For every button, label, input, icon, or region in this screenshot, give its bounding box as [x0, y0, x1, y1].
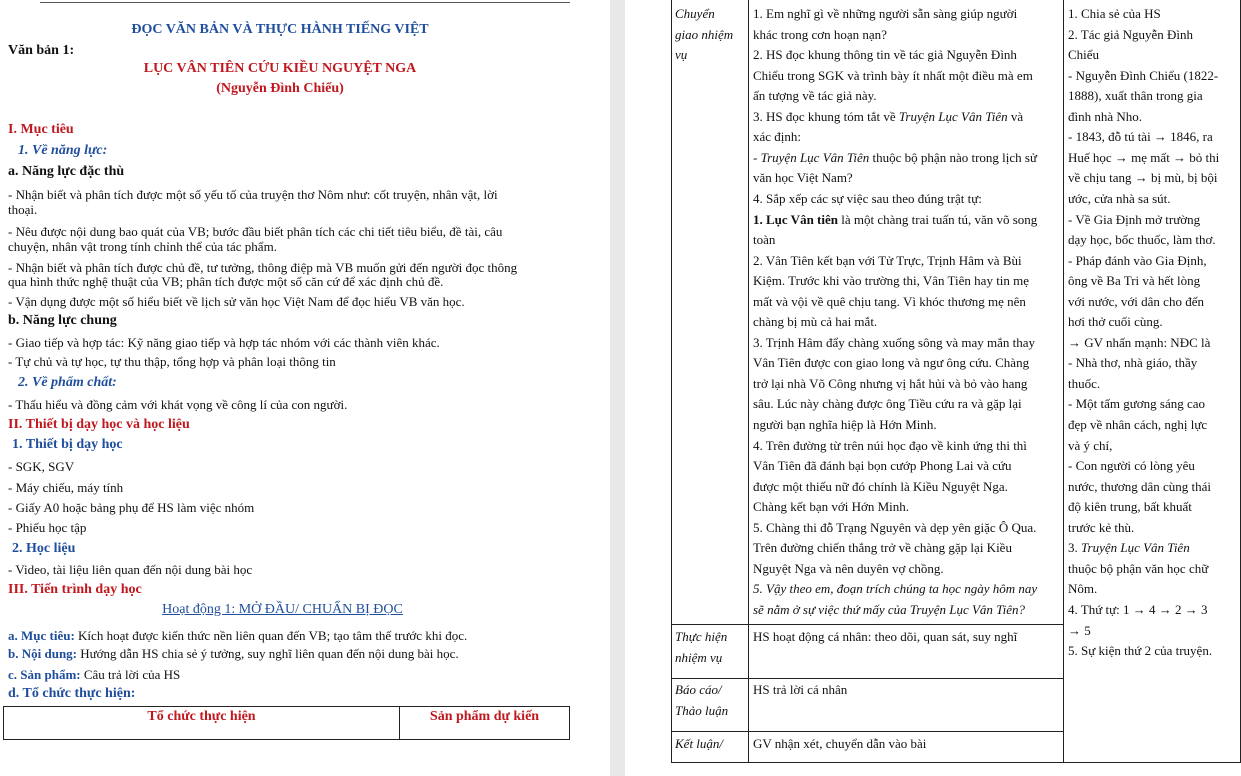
- list-item: - Video, tài liệu liên quan đến nội dung bài học: [8, 562, 253, 577]
- paragraph-line: - Giao tiếp và hợp tác: Kỹ năng giao tiếp và hợp tác nhóm với các thành viên khác.: [8, 335, 440, 350]
- sub-heading: 2. Về phẩm chất:: [18, 375, 117, 390]
- product-label: c. Sản phẩm:: [8, 667, 81, 682]
- inline-text: là một chàng trai tuấn tú, văn võ song: [838, 211, 1038, 227]
- table-cell-line: [753, 150, 1037, 166]
- table-cell-line: nhiệm vụ: [675, 649, 723, 665]
- goal-label: a. Mục tiêu:: [8, 628, 75, 643]
- table-cell-line: và ý chí,: [1068, 437, 1113, 453]
- table-cell-line: thuộc bộ phận văn học chữ: [1068, 560, 1209, 576]
- sub-heading: 1. Thiết bị dạy học: [12, 437, 123, 452]
- table-cell-line: 1. Chia sẻ của HS: [1068, 6, 1161, 21]
- document-page-left: [0, 0, 610, 776]
- table-cell-line: HS trả lời cá nhân: [753, 682, 848, 697]
- table-cell-line: Chiểu trong SGK và trình bày ít nhất một điều mà em: [753, 67, 1033, 83]
- table-cell-line: Chàng kết bạn với Hớn Minh.: [753, 499, 910, 515]
- table-cell-line: hơi thở cuối cùng.: [1068, 314, 1163, 330]
- table-cell-line: Kiệm. Trước khi vào trường thi, Vân Tiên hay tin mẹ: [753, 273, 1030, 289]
- table-cell-line: ước, cửa nhà sa sút.: [1068, 190, 1171, 206]
- table-cell-line: Vân Tiên đã đánh bại bọn cướp Phong Lai và cứu: [753, 458, 1012, 474]
- paragraph-line: [8, 628, 467, 644]
- table-cell-line: thuốc.: [1068, 375, 1101, 391]
- inline-text: 1. Lục Vân tiên: [753, 211, 838, 227]
- table-cell-line: 1888), xuất thân trong gia: [1068, 88, 1203, 104]
- table-cell-line: trở lại nhà Võ Công nhưng vị hắt hủi và bỏ vào hang: [753, 375, 1028, 391]
- table-cell-line: Thảo luận: [675, 702, 729, 718]
- inline-text: thuộc bộ phận nào trong lịch sử: [869, 149, 1038, 165]
- table-cell-line: Chiểu: [1068, 47, 1100, 63]
- table-cell-line: toàn: [753, 232, 776, 248]
- table-cell-line: - 1843, đỗ tú tài → 1846, ra: [1068, 129, 1213, 145]
- content-text: Hướng dẫn HS chia sẻ ý tưởng, suy nghĩ liên quan đến nội dung bài học.: [77, 646, 459, 661]
- organization-label: d. Tổ chức thực hiện:: [8, 686, 136, 701]
- table-row-border: [671, 731, 1064, 732]
- list-item: - Phiếu học tập: [8, 520, 87, 535]
- table-cell-line: Chuyển: [675, 6, 715, 21]
- table-cell-line: - Nhà thơ, nhà giáo, thầy: [1068, 355, 1198, 371]
- table-cell-line: → GV nhấn mạnh: NĐC là: [1068, 334, 1211, 350]
- paragraph-line: - Tự chủ và tự học, tự thu thập, tổng hợp và phân loại thông tin: [8, 354, 336, 369]
- table-cell-line: người bạn nghĩa hiệp là Hớn Minh.: [753, 417, 937, 432]
- table-cell-line: độ kiên trung, bất khuất: [1068, 499, 1192, 515]
- sub-heading: 2. Học liệu: [12, 541, 76, 556]
- table-cell-line: ấn tượng về tác giả này.: [753, 88, 877, 104]
- table-cell-line: sẽ nằm ở sự việc thứ mấy của Truyện Lục Vân Tiên?: [753, 601, 1026, 617]
- table-cell-line: 2. HS đọc khung thông tin về tác giả Nguyễn Đình: [753, 47, 1017, 63]
- paragraph-line: - Nhận biết và phân tích được một số yếu tố của truyện thơ Nôm như: cốt truyện, nhân vật, lời: [8, 187, 498, 202]
- table-cell-line: 4. Thứ tự: 1 → 4 → 2 → 3: [1068, 601, 1208, 617]
- table-cell-line: - Con người có lòng yêu: [1068, 458, 1195, 474]
- table-cell-line: Báo cáo/: [675, 682, 722, 697]
- table-cell-line: được một thiếu nữ đó chính là Kiều Nguyệt Nga.: [753, 478, 1008, 494]
- table-cell-line: [753, 109, 1023, 125]
- table-cell-line: Trên đường chiến thắng trở về chàng gặp lại Kiều: [753, 540, 1012, 556]
- table-cell-line: Thực hiện: [675, 629, 728, 644]
- table-cell-line: Nguyệt Nga và nên duyên vợ chồng.: [753, 560, 944, 576]
- paragraph-line: - Thấu hiểu và đồng cảm với khát vọng về công lí của con người.: [8, 397, 348, 412]
- table-border: [1063, 0, 1064, 762]
- table-cell-line: với nước, với dân cho đến: [1068, 293, 1204, 309]
- sub-heading: 1. Về năng lực:: [18, 143, 108, 158]
- table-row-border: [671, 678, 1064, 679]
- table-cell-line: xác định:: [753, 129, 802, 145]
- inline-text: Truyện Lục Vân Tiên: [1081, 540, 1190, 556]
- activity-table: [671, 0, 1241, 776]
- section-heading: III. Tiến trình dạy học: [8, 582, 142, 597]
- table-border: [748, 0, 749, 762]
- table-cell-line: về chịu tang → bị mù, bị bội: [1068, 170, 1218, 186]
- table-cell-line: nước, thương dân cùng thái: [1068, 478, 1212, 494]
- table-cell-line: giao nhiệm: [675, 26, 734, 42]
- table-cell-line: Nôm.: [1068, 581, 1098, 597]
- paragraph-line: [8, 646, 459, 662]
- table-cell-line: đình nhà Nho.: [1068, 108, 1143, 124]
- table-cell-line: Kết luận/: [675, 736, 724, 751]
- table-cell-line: Huế học → mẹ mất → bỏ thi: [1068, 149, 1220, 165]
- table-cell-line: trước kẻ thù.: [1068, 519, 1135, 535]
- table-cell-line: 5. Vậy theo em, đoạn trích chúng ta học ngày hôm nay: [753, 581, 1038, 597]
- list-item: - SGK, SGV: [8, 459, 75, 474]
- goal-text: Kích hoạt được kiến thức nền liên quan đến VB; tạo tâm thế trước khi đọc.: [74, 628, 468, 643]
- table-cell-line: - Pháp đánh vào Gia Định,: [1068, 252, 1207, 268]
- paragraph-line: [8, 667, 180, 683]
- inline-text: -: [753, 149, 761, 165]
- table-row-border: [671, 762, 1241, 763]
- section-header-title: ĐỌC VĂN BẢN VÀ THỰC HÀNH TIẾNG VIỆT: [131, 22, 429, 37]
- lesson-title: LỤC VÂN TIÊN CỨU KIỀU NGUYỆT NGA: [143, 61, 417, 76]
- list-item: - Máy chiếu, máy tính: [8, 480, 124, 495]
- activity-heading: Hoạt động 1: MỞ ĐẦU/ CHUẨN BỊ ĐỌC: [162, 602, 403, 617]
- table-cell-line: 1. Em nghĩ gì về những người sẵn sàng giúp người: [753, 6, 1018, 21]
- table-cell-line: 2. Tác giả Nguyễn Đình: [1068, 26, 1194, 42]
- document-page-right: [625, 0, 1241, 776]
- table-row-border: [671, 624, 1064, 625]
- table-cell-line: → 5: [1068, 622, 1091, 638]
- table-cell-line: 4. Sắp xếp các sự việc sau theo đúng trật tự:: [753, 190, 982, 206]
- inline-text: Truyện Lục Vân Tiên: [898, 108, 1008, 124]
- product-text: Câu trả lời của HS: [80, 667, 181, 682]
- table-cell-line: 5. Chàng thi đỗ Trạng Nguyên và dẹp yên giặc Ô Qua.: [753, 519, 1037, 535]
- sub-heading: a. Năng lực đặc thù: [8, 164, 125, 179]
- inline-text: và: [1007, 108, 1024, 124]
- table-cell-line: - Nguyễn Đình Chiểu (1822-: [1068, 67, 1219, 83]
- table-cell-line: HS hoạt động cá nhân: theo dõi, quan sát, suy nghĩ: [753, 629, 1018, 644]
- table-border: [671, 0, 672, 762]
- table-header-cell: Tổ chức thực hiện: [147, 709, 256, 724]
- table-cell-line: GV nhận xét, chuyển dẫn vào bài: [753, 736, 927, 751]
- table-cell-line: chàng bị mù cả hai mắt.: [753, 314, 878, 330]
- table-cell-line: dạy học, bốc thuốc, làm thơ.: [1068, 232, 1216, 248]
- table-header-cell: Sản phẩm dự kiến: [429, 709, 540, 724]
- paragraph-line: - Vận dụng được một số hiểu biết về lịch sử văn học Việt Nam để đọc hiểu VB văn học.: [8, 294, 465, 309]
- table-cell-line: - Một tấm gương sáng cao: [1068, 396, 1206, 412]
- table-cell-line: văn học Việt Nam?: [753, 170, 853, 186]
- table-cell-line: 4. Trên đường từ trên núi học đạo về kinh ứng thi thì: [753, 437, 1027, 453]
- paragraph-line: - Nêu được nội dung bao quát của VB; bước đầu biết phân tích các chi tiết tiêu biểu, đề tài, câu: [8, 224, 503, 239]
- table-cell-line: sâu. Lúc này chàng được ông Tiều cứu ra và gặp lại: [753, 396, 1022, 412]
- table-cell-line: [753, 212, 1037, 228]
- table-cell-line: đẹp về nhân cách, nghị lực: [1068, 417, 1208, 432]
- inline-text: 3. HS đọc khung tóm tắt về: [753, 108, 899, 124]
- inline-text: 3.: [1068, 540, 1081, 556]
- header-rule: [40, 2, 570, 3]
- table-cell-line: ông về Ba Tri và hết lòng: [1068, 273, 1201, 289]
- section-heading: I. Mục tiêu: [8, 122, 74, 137]
- section-heading: II. Thiết bị dạy học và học liệu: [8, 417, 190, 432]
- paragraph-line: chuyện, nhân vật trong tính chỉnh thể của tác phẩm.: [8, 239, 277, 254]
- table-cell-line: [1068, 540, 1190, 556]
- paragraph-line: thoại.: [8, 202, 38, 217]
- list-item: - Giấy A0 hoặc bảng phụ để HS làm việc nhóm: [8, 500, 255, 515]
- content-label: b. Nội dung:: [8, 646, 77, 661]
- table-cell-line: vụ: [675, 47, 688, 63]
- table-cell-line: mất và vội về quê chịu tang. Vì khóc thương mẹ nên: [753, 293, 1026, 309]
- paragraph-line: - Nhận biết và phân tích được chủ đề, tư tưởng, thông điệp mà VB muốn gửi đến người đọc thông: [8, 260, 518, 275]
- inline-text: Truyện Lục Vân Tiên: [760, 149, 870, 165]
- paragraph-line: qua hình thức nghệ thuật của VB; phân tích được một số căn cứ để xác định chủ đề.: [8, 274, 444, 289]
- table-cell-line: 3. Trịnh Hâm đẩy chàng xuống sông và may mắn thay: [753, 334, 1035, 350]
- table-cell-line: khác trong cơn hoạn nạn?: [753, 26, 887, 42]
- table-cell-line: 5. Sự kiện thứ 2 của truyện.: [1068, 643, 1213, 659]
- lesson-author: (Nguyễn Đình Chiểu): [216, 81, 344, 96]
- table-cell-line: 2. Vân Tiên kết bạn với Tử Trực, Trịnh Hâm và Bùi: [753, 252, 1022, 268]
- table-cell-line: - Về Gia Định mở trường: [1068, 211, 1201, 227]
- activity-table-header: [3, 706, 570, 740]
- text-label: Văn bản 1:: [8, 43, 75, 58]
- table-cell-line: Vân Tiên được con giao long và ngư ông cứu. Chàng: [753, 355, 1030, 371]
- sub-heading: b. Năng lực chung: [8, 313, 117, 328]
